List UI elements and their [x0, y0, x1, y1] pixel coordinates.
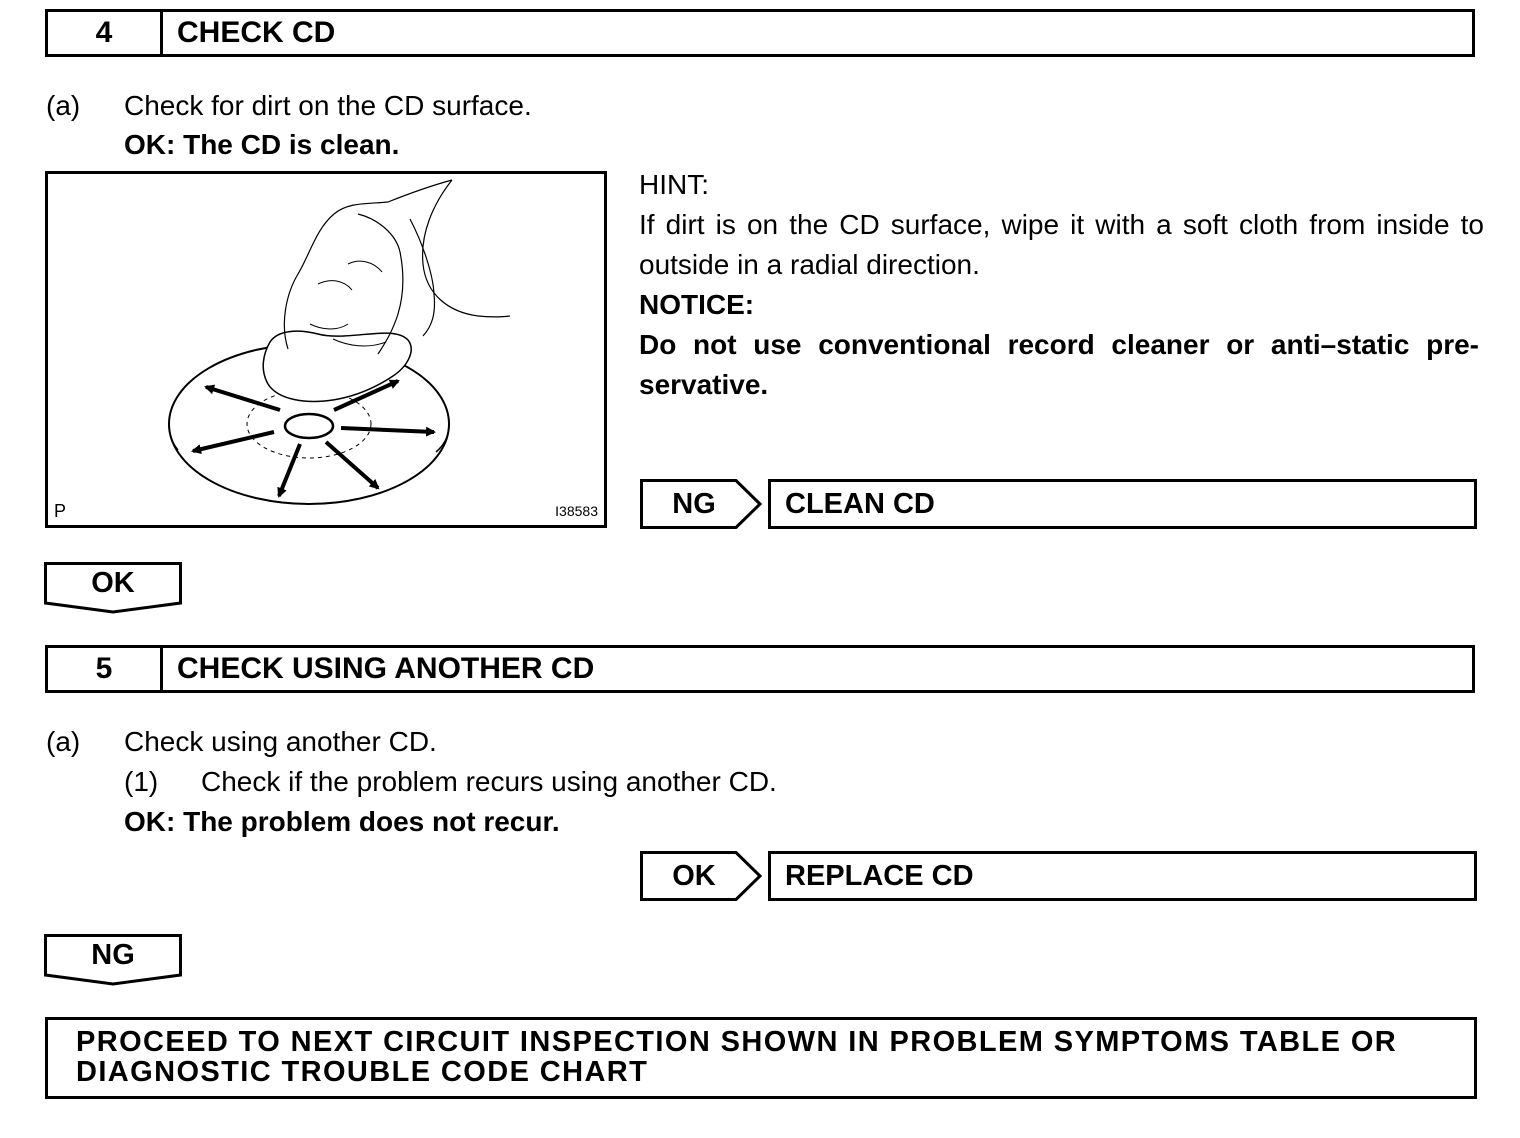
ng-branch-tag[interactable]	[640, 479, 764, 529]
step-5-item-label: (a)	[46, 726, 81, 757]
step-4-header	[45, 9, 1475, 57]
notice-text: Do not use conventional record cleaner or anti–static pre-servative.	[639, 329, 1479, 400]
ng-tag-label: NG	[672, 487, 716, 520]
ng-tag-label: NG	[91, 938, 135, 971]
step-number: 4	[48, 12, 163, 54]
figure-corner-label: P	[54, 501, 67, 521]
ok-tag-label: OK	[91, 566, 135, 599]
hint-text: If dirt is on the CD surface, wipe it with a soft cloth from inside to outside in a radial direction.	[639, 209, 1484, 280]
step-title: CHECK USING ANOTHER CD	[177, 652, 595, 685]
step-number: 5	[48, 648, 163, 690]
hint-label: HINT:	[639, 169, 709, 200]
step-5-ng-tag[interactable]	[44, 934, 182, 986]
cd-cleaning-illustration	[45, 171, 607, 528]
step-5-item-text: Check using another CD.	[124, 726, 437, 757]
step-4-ok-tag[interactable]	[44, 562, 182, 614]
figure-id: I38583	[555, 503, 598, 519]
ok-branch-tag[interactable]	[640, 851, 764, 901]
final-instruction-box: PROCEED TO NEXT CIRCUIT INSPECTION SHOWN IN PROBLEM SYMPTOMS TABLE OR DIAGNOSTIC TROUBLE CODE CHART	[45, 1017, 1477, 1099]
step-5-ok-criteria: OK: The problem does not recur.	[124, 806, 560, 837]
step-4-item-label: (a)	[46, 90, 81, 121]
step-5-header	[45, 645, 1475, 693]
step-4-ok-criteria: OK: The CD is clean.	[124, 129, 400, 160]
step-4-item-text: Check for dirt on the CD surface.	[124, 90, 532, 121]
cd-wipe-icon	[48, 174, 604, 525]
replace-cd-result: REPLACE CD	[768, 851, 1477, 901]
hint-block	[639, 165, 1484, 405]
clean-cd-result: CLEAN CD	[768, 479, 1477, 529]
ok-tag-label: OK	[672, 859, 716, 892]
step-5-sub-label: (1)	[124, 766, 159, 797]
step-5-sub-text: Check if the problem recurs using another CD.	[201, 766, 777, 797]
step-title: CHECK CD	[177, 16, 336, 49]
notice-label: NOTICE:	[639, 289, 755, 320]
